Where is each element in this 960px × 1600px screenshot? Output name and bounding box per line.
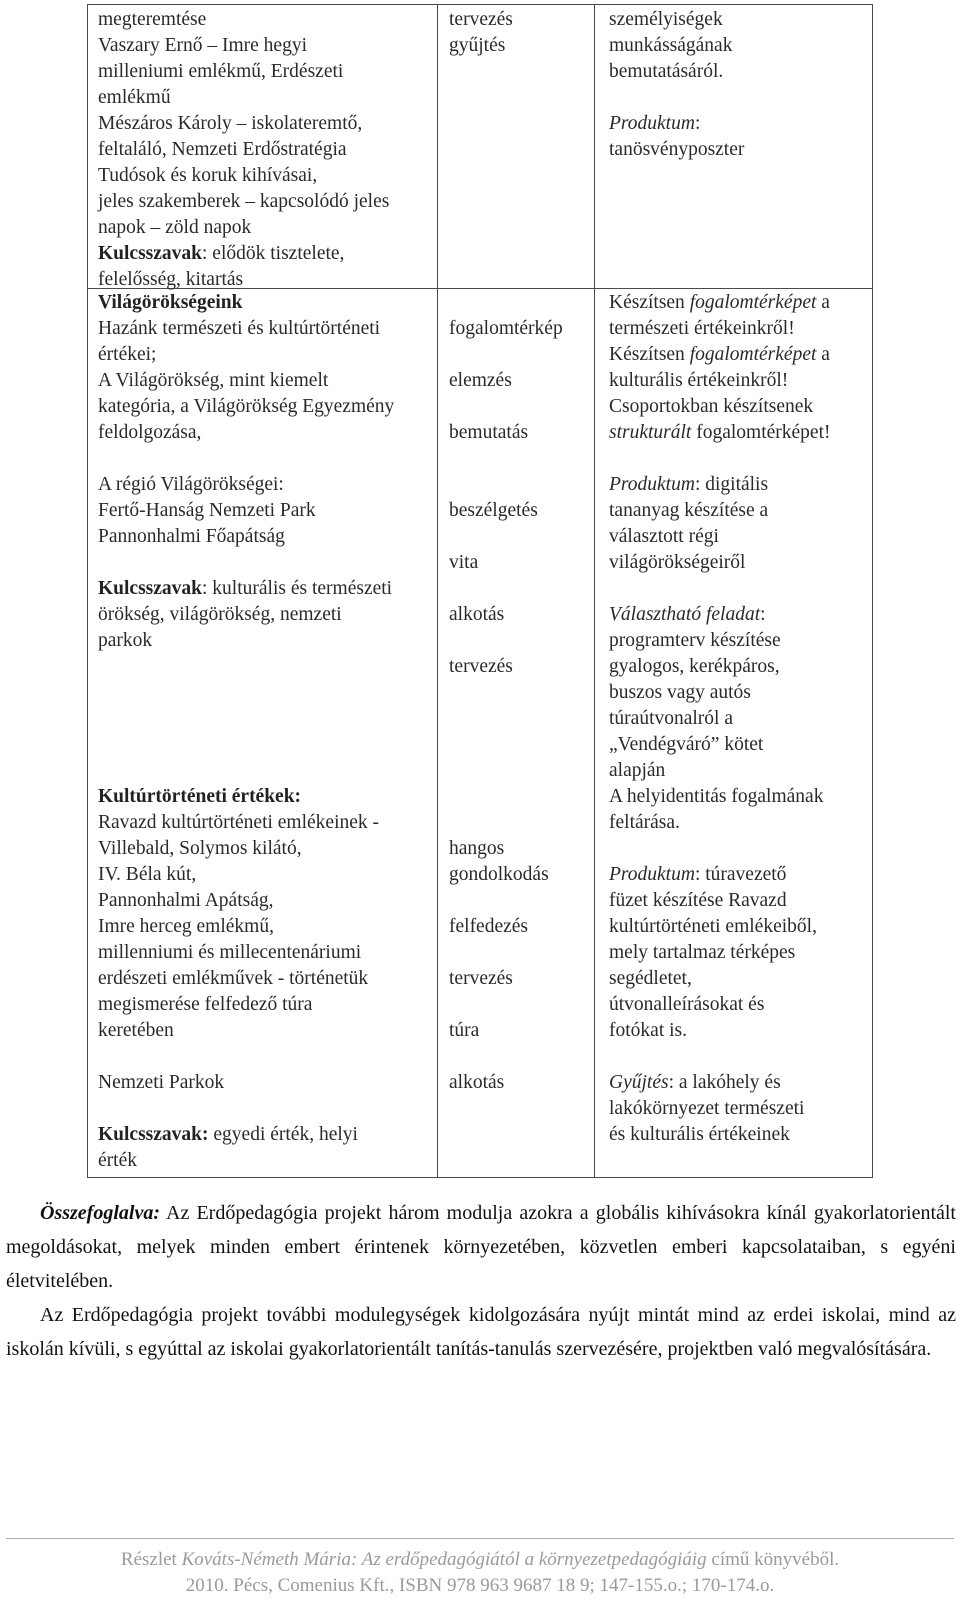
line-text: Mészáros Károly – iskolateremtő, (98, 113, 363, 134)
blank-line (609, 576, 871, 602)
line-text: „Vendégváró” kötet (609, 734, 764, 755)
emphasis-text: fogalomtérképet (689, 292, 817, 313)
text-line (98, 992, 434, 1018)
text-line (609, 758, 871, 784)
line-text: feltárása. (609, 812, 680, 833)
text-line (609, 940, 871, 966)
method-item: tervezés (449, 968, 513, 989)
blank-line (98, 654, 434, 680)
line-text: felelősség, kitartás (98, 269, 244, 290)
emphasis-text: fogalomtérképet (689, 344, 817, 365)
summary-text-1: Az Erdőpedagógia projekt három modulja azokra a globális kihívásokra kínál gyakorlatorientált megoldásokat, melyek minden embert érintenek környezetében, közvetlen emberi kapcsolataiban, s egyéni életvitelében. (6, 1202, 956, 1292)
text-line (98, 836, 434, 862)
line-text: programterv készítése (609, 630, 781, 651)
text-line (609, 7, 871, 33)
blank-line (98, 550, 434, 576)
line-text: mely tartalmaz térképes (609, 942, 796, 963)
text-line (98, 1122, 434, 1148)
line-text: természeti értékeinkről! (609, 318, 795, 339)
blank-line (449, 992, 589, 1018)
text-line (98, 602, 434, 628)
text-line (609, 654, 871, 680)
method-item: gondolkodás (449, 864, 549, 885)
line-text: füzet készítése Ravazd (609, 890, 787, 911)
blank-line (449, 888, 589, 914)
blank-line (449, 1044, 589, 1070)
text-line (98, 1148, 434, 1174)
line-text: gyalogos, kerékpáros, (609, 656, 780, 677)
text-line (98, 628, 434, 654)
line-text: értékei; (98, 344, 157, 365)
line-text: millenniumi és millecentenáriumi (98, 942, 362, 963)
blank-line (98, 446, 434, 472)
blank-line (449, 810, 589, 836)
blank-line (449, 706, 589, 732)
line-text: segédletet, (609, 968, 692, 989)
text-line (609, 888, 871, 914)
text-line (98, 33, 434, 59)
line-text: munkásságának (609, 35, 733, 56)
text-line (98, 888, 434, 914)
text-line (609, 111, 871, 137)
blank-line (98, 1044, 434, 1070)
emphasis-text: Produktum (609, 474, 695, 495)
text-line (609, 966, 871, 992)
emphasis-text: Választható feladat (609, 604, 761, 625)
text-line (98, 914, 434, 940)
text-line (609, 472, 871, 498)
text-line (609, 680, 871, 706)
text-line (609, 33, 871, 59)
emphasis-text: Gyűjtés (609, 1072, 669, 1093)
line-text: parkok (98, 630, 153, 651)
line-text: választott régi (609, 526, 719, 547)
blank-line (98, 758, 434, 784)
method-item: elemzés (449, 370, 512, 391)
line-text: : (760, 604, 766, 625)
method-item: túra (449, 1020, 480, 1041)
line-text: : (694, 113, 701, 134)
text-line (98, 59, 434, 85)
line-text: kategória, a Világörökség Egyezmény (98, 396, 395, 417)
text-line (98, 1070, 434, 1096)
blank-line (449, 342, 589, 368)
heading-text: Világörökségeink (98, 292, 243, 313)
blank-line (449, 628, 589, 654)
line-text: Készítsen (609, 344, 690, 365)
text-line (609, 137, 871, 163)
text-line (98, 524, 434, 550)
text-line (98, 420, 434, 446)
text-line (98, 189, 434, 215)
line-text: : a lakóhely és (668, 1072, 781, 1093)
summary-paragraph-2 (6, 1298, 956, 1366)
text-line (98, 290, 434, 316)
text-line (98, 472, 434, 498)
table-divider (437, 5, 438, 1177)
table-cell-methods (449, 290, 589, 1096)
line-text: Tudósok és koruk kihívásai, (98, 165, 318, 186)
summary-section (6, 1196, 956, 1366)
line-text: A régió Világörökségei: (98, 474, 284, 495)
line-text: jeles szakemberek – kapcsolódó jeles (98, 191, 390, 212)
content-table (87, 4, 873, 1178)
line-text: egyedi érték, helyi (208, 1124, 358, 1145)
line-text: kultúrtörténeti emlékeiből, (609, 916, 817, 937)
blank-line (449, 784, 589, 810)
footer-suffix: című könyvéből. (706, 1549, 840, 1570)
line-text: Imre herceg emlékmű, (98, 916, 274, 937)
line-text: Pannonhalmi Főapátság (98, 526, 285, 547)
text-line (98, 966, 434, 992)
footer-citation (0, 1546, 960, 1574)
text-line (98, 241, 434, 267)
line-tail: a (816, 344, 830, 365)
text-line (98, 368, 434, 394)
text-line (98, 576, 434, 602)
line-text: Villebald, Solymos kilátó, (98, 838, 302, 859)
line-text: napok – zöld napok (98, 217, 252, 238)
method-item: alkotás (449, 604, 505, 625)
line-tail: fogalomtérképet! (691, 422, 831, 443)
line-text: bemutatásáról. (609, 61, 724, 82)
text-line (98, 940, 434, 966)
line-text: A Világörökség, mint kiemelt (98, 370, 329, 391)
emphasis-text: strukturált (609, 422, 692, 443)
text-line (609, 992, 871, 1018)
line-text: világörökségeiről (609, 552, 746, 573)
text-line (609, 706, 871, 732)
line-text: feltaláló, Nemzeti Erdőstratégia (98, 139, 347, 160)
keyword-label: Kulcsszavak: (98, 1124, 209, 1145)
text-line (609, 602, 871, 628)
line-text: útvonalleírásokat és (609, 994, 765, 1015)
text-line (609, 368, 871, 394)
text-line (609, 420, 871, 446)
text-line (609, 914, 871, 940)
method-item: bemutatás (449, 422, 529, 443)
table-cell-tasks (609, 290, 871, 1148)
blank-line (609, 446, 871, 472)
line-text: feldolgozása, (98, 422, 202, 443)
emphasis-text: Produktum (609, 864, 695, 885)
text-line (609, 732, 871, 758)
table-cell-tasks (609, 7, 871, 163)
blank-line (449, 446, 589, 472)
line-text: megteremtése (98, 9, 207, 30)
text-line (98, 784, 434, 810)
line-text: érték (98, 1150, 137, 1171)
blank-line (98, 1096, 434, 1122)
line-text: Nemzeti Parkok (98, 1072, 225, 1093)
text-line (98, 1018, 434, 1044)
footer-publication: 2010. Pécs, Comenius Kft., ISBN 978 963 9687 18 9; 147-155.o.; 170-174.o. (185, 1575, 775, 1596)
method-item: vita (449, 552, 479, 573)
blank-line (449, 524, 589, 550)
line-text: : kulturális és természeti (202, 578, 393, 599)
line-text: tananyag készítése a (609, 500, 769, 521)
method-item: tervezés (449, 656, 513, 677)
summary-lead: Összefoglalva: (40, 1202, 160, 1224)
line-text: Vaszary Ernő – Imre hegyi (98, 35, 308, 56)
method-item: felfedezés (449, 916, 529, 937)
keyword-label: Kulcsszavak (98, 578, 203, 599)
method-item: fogalomtérkép (449, 318, 563, 339)
text-line (98, 215, 434, 241)
text-line (609, 1018, 871, 1044)
blank-line (449, 394, 589, 420)
table-divider (594, 5, 595, 1177)
blank-line (609, 1044, 871, 1070)
table-cell-methods (449, 7, 589, 59)
line-text: alapján (609, 760, 666, 781)
text-line (98, 810, 434, 836)
line-tail: a (816, 292, 830, 313)
line-text: Csoportokban készítsenek (609, 396, 814, 417)
line-text: fotókat is. (609, 1020, 687, 1041)
text-line (609, 784, 871, 810)
footer-prefix: Részlet (120, 1549, 182, 1570)
line-text: : digitális (694, 474, 769, 495)
line-text: kulturális értékeinkről! (609, 370, 789, 391)
line-text: keretében (98, 1020, 174, 1041)
text-line (609, 1070, 871, 1096)
line-text: túraútvonalról a (609, 708, 733, 729)
method-item: beszélgetés (449, 500, 538, 521)
line-text: Hazánk természeti és kultúrtörténeti (98, 318, 381, 339)
text-line (609, 862, 871, 888)
line-text: Fertő-Hanság Nemzeti Park (98, 500, 316, 521)
heading-text: Kultúrtörténeti értékek: (98, 786, 302, 807)
line-text: Pannonhalmi Apátság, (98, 890, 274, 911)
line-text: buszos vagy autós (609, 682, 751, 703)
text-line (609, 550, 871, 576)
line-text: : elődök tisztelete, (202, 243, 345, 264)
line-text: és kulturális értékeinek (609, 1124, 790, 1145)
line-text: milleniumi emlékmű, Erdészeti (98, 61, 344, 82)
footer-book-title: Kováts-Németh Mária: Az erdőpedagógiától a környezetpedagógiáig (181, 1549, 707, 1570)
line-text: Készítsen (609, 292, 690, 313)
line-text: tanösvényposzter (609, 139, 745, 160)
text-line (609, 498, 871, 524)
text-line (98, 316, 434, 342)
text-line (609, 810, 871, 836)
line-text: IV. Béla kút, (98, 864, 197, 885)
text-line (98, 862, 434, 888)
text-line (98, 342, 434, 368)
summary-text-2: Az Erdőpedagógia projekt további modulegységek kidolgozására nyújt mintát mind az erdei iskolai, mind az iskolán kívüli, s egyúttal az iskolai gyakorlatorientált tanítás-tanulás szervezésére, projektben való megvalósítására. (6, 1304, 956, 1360)
blank-line (98, 706, 434, 732)
keyword-label: Kulcsszavak (98, 243, 203, 264)
text-line (609, 1096, 871, 1122)
text-line (609, 290, 871, 316)
text-line (98, 111, 434, 137)
footer-rule (6, 1538, 954, 1539)
text-line (98, 498, 434, 524)
method-item: gyűjtés (449, 35, 506, 56)
text-line (98, 394, 434, 420)
text-line (609, 524, 871, 550)
summary-paragraph-1 (6, 1196, 956, 1298)
blank-line (449, 576, 589, 602)
text-line (98, 163, 434, 189)
blank-line (98, 732, 434, 758)
text-line (98, 137, 434, 163)
blank-line (609, 836, 871, 862)
text-line (609, 394, 871, 420)
text-line (98, 7, 434, 33)
emphasis-text: Produktum (609, 113, 695, 134)
blank-line (449, 732, 589, 758)
text-line (609, 342, 871, 368)
blank-line (449, 758, 589, 784)
line-text: erdészeti emlékművek - történetük (98, 968, 369, 989)
line-text: lakókörnyezet természeti (609, 1098, 805, 1119)
blank-line (98, 680, 434, 706)
table-cell-topics (98, 290, 434, 1174)
text-line (609, 628, 871, 654)
line-text: : túravezető (694, 864, 787, 885)
line-text: emlékmű (98, 87, 171, 108)
line-text: személyiségek (609, 9, 723, 30)
line-text: örökség, világörökség, nemzeti (98, 604, 342, 625)
blank-line (449, 290, 589, 316)
method-item: tervezés (449, 9, 513, 30)
text-line (609, 59, 871, 85)
text-line (609, 316, 871, 342)
line-text: Ravazd kultúrtörténeti emlékeinek - (98, 812, 380, 833)
table-cell-topics (98, 7, 434, 293)
blank-line (609, 85, 871, 111)
blank-line (449, 680, 589, 706)
text-line (98, 85, 434, 111)
blank-line (449, 940, 589, 966)
line-text: A helyidentitás fogalmának (609, 786, 824, 807)
method-item: alkotás (449, 1072, 505, 1093)
text-line (609, 1122, 871, 1148)
method-item: hangos (449, 838, 505, 859)
line-text: megismerése felfedező túra (98, 994, 313, 1015)
blank-line (449, 472, 589, 498)
